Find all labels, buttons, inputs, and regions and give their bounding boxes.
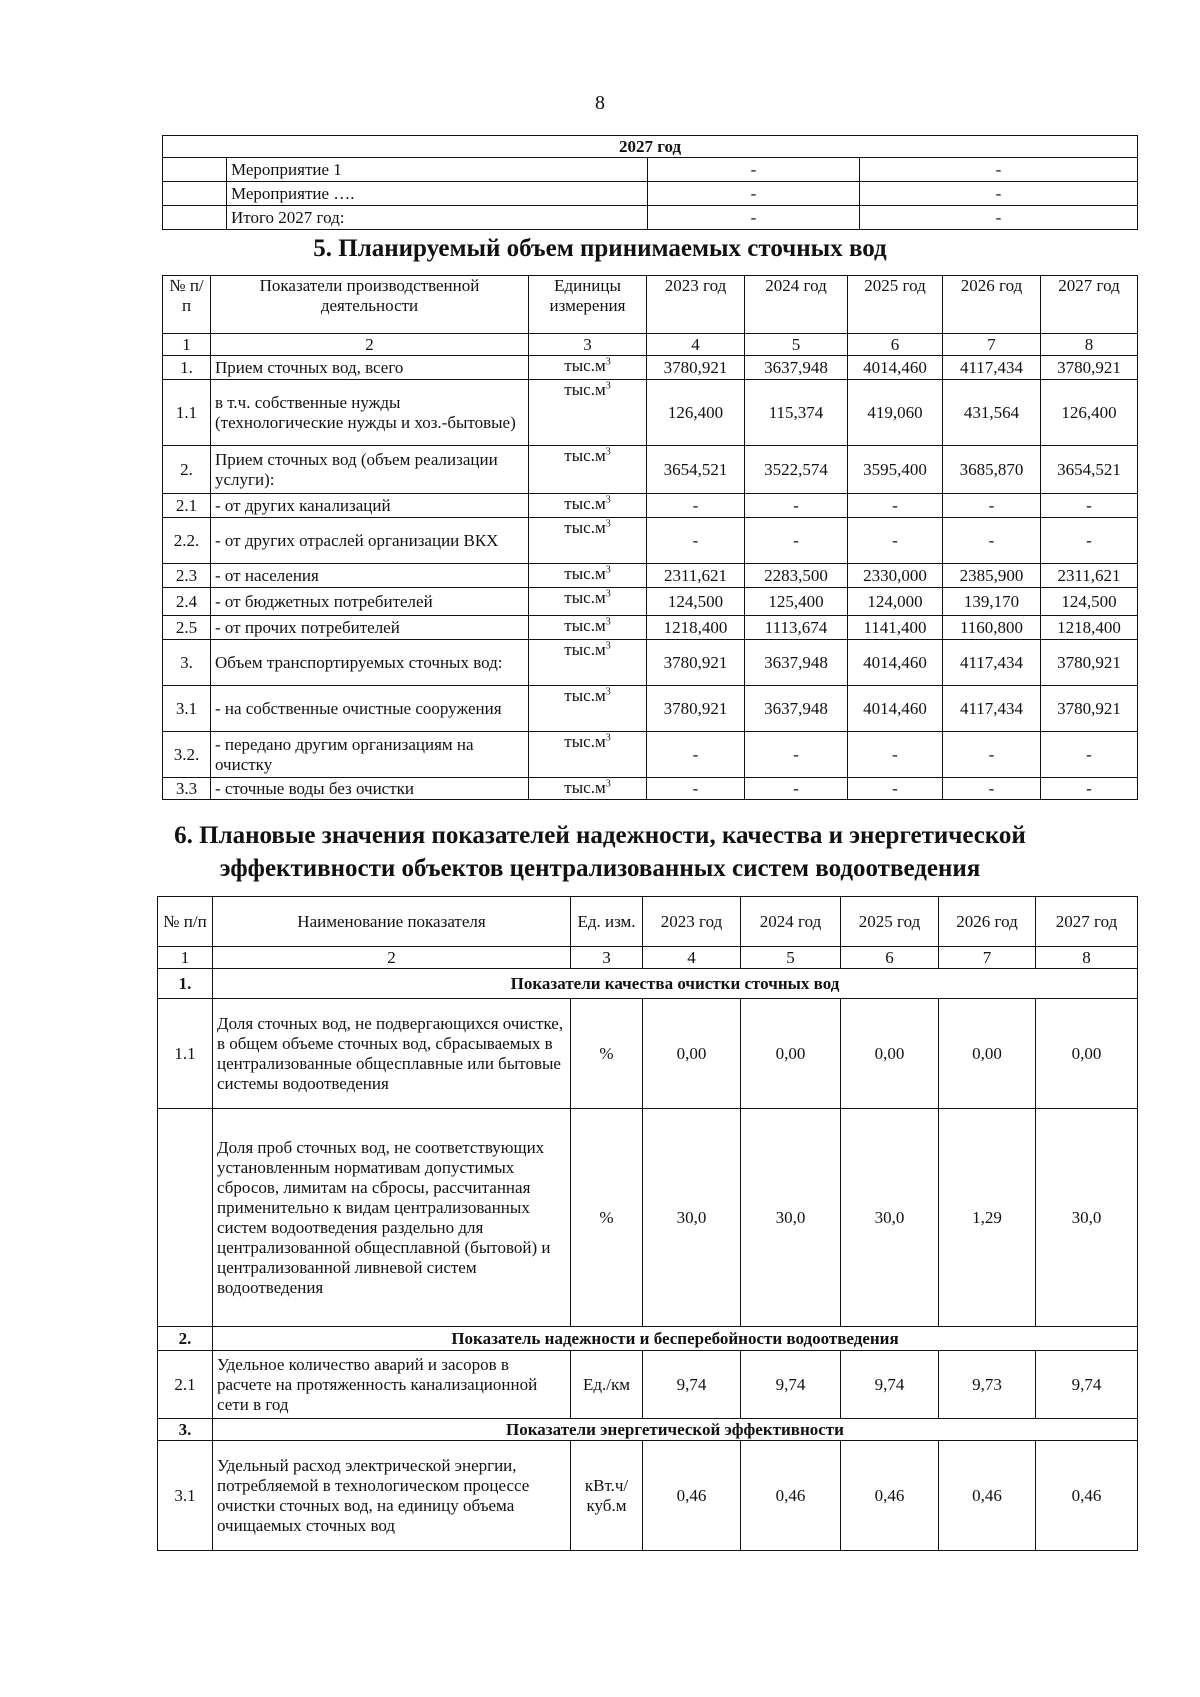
row-name: Объем транспортируемых сточных вод: <box>211 640 529 686</box>
unit-superscript: 3 <box>605 640 611 652</box>
row-value: 115,374 <box>745 380 848 446</box>
unit-text: тыс.м <box>564 778 606 797</box>
row-unit <box>529 564 647 588</box>
unit-superscript: 3 <box>605 446 611 458</box>
row-value: 3780,921 <box>1041 686 1138 732</box>
row-name: Прием сточных вод (объем реализации услуги): <box>211 446 529 494</box>
row-value: - <box>943 494 1041 518</box>
unit-text: тыс.м <box>564 564 606 583</box>
row-name: Доля сточных вод, не подвергающихся очистке, в общем объеме сточных вод, сбрасываемых в централизованные общесплавные или бытовые системы водоотведения <box>213 999 571 1109</box>
row-value: 126,400 <box>647 380 745 446</box>
row-value: 126,400 <box>1041 380 1138 446</box>
row-value: 3637,948 <box>745 686 848 732</box>
unit-superscript: 3 <box>605 380 611 392</box>
unit-superscript: 3 <box>605 494 611 506</box>
wastewater-volume-table <box>162 275 1138 800</box>
col-header-name: Наименование показателя <box>213 897 571 947</box>
col-number: 5 <box>745 334 848 356</box>
unit-superscript: 3 <box>605 356 611 368</box>
event-row-value: - <box>860 158 1138 182</box>
row-name: - сточные воды без очистки <box>211 778 529 800</box>
row-value: 1218,400 <box>647 616 745 640</box>
table-row <box>163 446 1138 494</box>
col-number: 7 <box>939 947 1036 969</box>
unit-superscript: 3 <box>605 518 611 530</box>
row-number: 2.1 <box>158 1351 213 1419</box>
row-value: 3522,574 <box>745 446 848 494</box>
row-value: 30,0 <box>643 1109 741 1327</box>
row-value: - <box>943 518 1041 564</box>
row-number <box>158 1109 213 1327</box>
row-value: 4117,434 <box>943 640 1041 686</box>
row-value: 9,74 <box>643 1351 741 1419</box>
table-row <box>163 494 1138 518</box>
row-value: 4014,460 <box>848 356 943 380</box>
unit-superscript: 3 <box>605 564 611 576</box>
row-value: 3780,921 <box>1041 640 1138 686</box>
row-number: 2.5 <box>163 616 211 640</box>
col-number: 2 <box>211 334 529 356</box>
unit-text: тыс.м <box>564 686 606 705</box>
row-value: - <box>647 494 745 518</box>
row-name: - передано другим организациям на очистку <box>211 732 529 778</box>
row-value: 9,73 <box>939 1351 1036 1419</box>
section-6-title-line-2: эффективности объектов централизованных систем водоотведения <box>219 855 981 882</box>
event-row-value: - <box>648 158 860 182</box>
row-value: 124,000 <box>848 588 943 616</box>
col-number: 3 <box>529 334 647 356</box>
col-header-year: 2026 год <box>939 897 1036 947</box>
row-value: - <box>745 732 848 778</box>
row-name: - от других канализаций <box>211 494 529 518</box>
col-header-year: 2024 год <box>741 897 841 947</box>
group-row <box>158 969 1138 999</box>
group-row <box>158 1419 1138 1441</box>
unit-superscript: 3 <box>605 616 611 628</box>
row-value: 3780,921 <box>647 356 745 380</box>
page-number: 8 <box>595 92 605 114</box>
row-number: 2.1 <box>163 494 211 518</box>
unit-text: тыс.м <box>564 518 606 537</box>
event-row-value: - <box>860 182 1138 206</box>
row-value: 3637,948 <box>745 640 848 686</box>
col-number: 8 <box>1036 947 1138 969</box>
col-number: 5 <box>741 947 841 969</box>
row-value: 3685,870 <box>943 446 1041 494</box>
row-name: - от бюджетных потребителей <box>211 588 529 616</box>
row-number: 2. <box>163 446 211 494</box>
row-value: 419,060 <box>848 380 943 446</box>
col-header-year: 2024 год <box>745 276 848 334</box>
row-value: 4117,434 <box>943 356 1041 380</box>
col-header-year: 2023 год <box>647 276 745 334</box>
row-unit <box>529 640 647 686</box>
unit-text: тыс.м <box>564 588 606 607</box>
row-value: 0,46 <box>643 1441 741 1551</box>
row-value: 3637,948 <box>745 356 848 380</box>
col-number: 3 <box>571 947 643 969</box>
table-row <box>163 616 1138 640</box>
row-value: 1113,674 <box>745 616 848 640</box>
row-name: Прием сточных вод, всего <box>211 356 529 380</box>
row-unit <box>529 494 647 518</box>
row-name: в т.ч. собственные нужды (технологические нужды и хоз.-бытовые) <box>211 380 529 446</box>
row-value: - <box>647 732 745 778</box>
group-row <box>158 1327 1138 1351</box>
row-unit <box>529 380 647 446</box>
row-value: 0,46 <box>939 1441 1036 1551</box>
row-value: 124,500 <box>647 588 745 616</box>
row-value: 2311,621 <box>647 564 745 588</box>
row-number: 1. <box>163 356 211 380</box>
row-value: 2385,900 <box>943 564 1041 588</box>
row-number: 2.3 <box>163 564 211 588</box>
row-value: 1218,400 <box>1041 616 1138 640</box>
col-header-unit: Единицы измерения <box>529 276 647 334</box>
group-number: 3. <box>158 1419 213 1441</box>
row-number: 2.4 <box>163 588 211 616</box>
row-unit: Ед./км <box>571 1351 643 1419</box>
col-header-year: 2027 год <box>1041 276 1138 334</box>
col-header-year: 2025 год <box>848 276 943 334</box>
row-value: 124,500 <box>1041 588 1138 616</box>
unit-text: тыс.м <box>564 616 606 635</box>
row-number: 2.2. <box>163 518 211 564</box>
row-value: 0,00 <box>841 999 939 1109</box>
row-value: 4014,460 <box>848 640 943 686</box>
row-value: 0,00 <box>939 999 1036 1109</box>
row-value: - <box>647 518 745 564</box>
row-value: 30,0 <box>741 1109 841 1327</box>
row-value: 4014,460 <box>848 686 943 732</box>
row-value: 431,564 <box>943 380 1041 446</box>
row-value: - <box>848 778 943 800</box>
table-row <box>163 640 1138 686</box>
unit-text: тыс.м <box>564 446 606 465</box>
row-value: 30,0 <box>1036 1109 1138 1327</box>
row-name: Удельное количество аварий и засоров в расчете на протяженность канализационной сети в год <box>213 1351 571 1419</box>
unit-text: тыс.м <box>564 640 606 659</box>
row-value: - <box>943 732 1041 778</box>
table-row <box>163 778 1138 800</box>
col-header-year: 2025 год <box>841 897 939 947</box>
row-name: Удельный расход электрической энергии, потребляемой в технологическом процессе очистки сточных вод, на единицу объема очищаемых сточных вод <box>213 1441 571 1551</box>
event-row-name: Итого 2027 год: <box>227 206 648 230</box>
event-row-name: Мероприятие …. <box>227 182 648 206</box>
row-name: Доля проб сточных вод, не соответствующих установленным нормативам допустимых сбросов, лимитам на сбросы, рассчитанная применительно к видам централизованных систем водоотведения раздельно для централизованной общесплавной (бытовой) и централизованной ливневой систем водоотведения <box>213 1109 571 1327</box>
event-row-value: - <box>860 206 1138 230</box>
row-value: 0,46 <box>741 1441 841 1551</box>
row-value: - <box>745 494 848 518</box>
row-value: 3780,921 <box>647 686 745 732</box>
row-unit <box>529 778 647 800</box>
row-name: - от прочих потребителей <box>211 616 529 640</box>
row-value: 3654,521 <box>647 446 745 494</box>
col-header-year: 2027 год <box>1036 897 1138 947</box>
group-title: Показатели качества очистки сточных вод <box>213 969 1138 999</box>
row-value: 0,00 <box>741 999 841 1109</box>
col-number: 7 <box>943 334 1041 356</box>
section-5-title: 5. Планируемый объем принимаемых сточных вод <box>313 235 887 262</box>
unit-superscript: 3 <box>605 732 611 744</box>
col-header-name: Показатели производственной деятельности <box>211 276 529 334</box>
row-name: - на собственные очистные сооружения <box>211 686 529 732</box>
col-number: 8 <box>1041 334 1138 356</box>
row-number: 3.3 <box>163 778 211 800</box>
row-number: 3. <box>163 640 211 686</box>
indicators-table <box>157 896 1138 1551</box>
event-row-value: - <box>648 182 860 206</box>
row-value: 0,46 <box>841 1441 939 1551</box>
col-header-num: № п/п <box>158 897 213 947</box>
row-value: - <box>1041 778 1138 800</box>
table-row <box>158 1441 1138 1551</box>
row-value: 2311,621 <box>1041 564 1138 588</box>
row-unit <box>529 518 647 564</box>
row-value: 3780,921 <box>647 640 745 686</box>
unit-text: тыс.м <box>564 356 606 375</box>
row-unit <box>529 616 647 640</box>
event-row-value: - <box>648 206 860 230</box>
row-number: 3.1 <box>158 1441 213 1551</box>
table-row <box>158 1109 1138 1327</box>
col-number: 1 <box>158 947 213 969</box>
col-number: 2 <box>213 947 571 969</box>
row-value: - <box>745 778 848 800</box>
row-number: 1.1 <box>158 999 213 1109</box>
row-value: 1141,400 <box>848 616 943 640</box>
col-number: 6 <box>841 947 939 969</box>
unit-text: тыс.м <box>564 380 606 399</box>
table-row <box>163 732 1138 778</box>
row-unit: % <box>571 999 643 1109</box>
group-number: 2. <box>158 1327 213 1351</box>
row-value: - <box>1041 518 1138 564</box>
row-value: 3780,921 <box>1041 356 1138 380</box>
col-number: 1 <box>163 334 211 356</box>
row-value: 1160,800 <box>943 616 1041 640</box>
row-unit <box>529 588 647 616</box>
row-name: - от населения <box>211 564 529 588</box>
row-value: 3595,400 <box>848 446 943 494</box>
row-value: 2283,500 <box>745 564 848 588</box>
row-value: - <box>1041 732 1138 778</box>
unit-text: тыс.м <box>564 494 606 513</box>
row-value: - <box>1041 494 1138 518</box>
unit-superscript: 3 <box>605 778 611 790</box>
table-row <box>163 518 1138 564</box>
row-value: - <box>647 778 745 800</box>
col-number: 4 <box>647 334 745 356</box>
row-number: 3.1 <box>163 686 211 732</box>
row-value: 0,00 <box>643 999 741 1109</box>
row-value: - <box>848 494 943 518</box>
row-value: - <box>848 732 943 778</box>
row-value: 125,400 <box>745 588 848 616</box>
row-name: - от других отраслей организации ВКХ <box>211 518 529 564</box>
col-number: 6 <box>848 334 943 356</box>
row-unit: кВт.ч/куб.м <box>571 1441 643 1551</box>
row-unit <box>529 356 647 380</box>
row-value: 1,29 <box>939 1109 1036 1327</box>
unit-superscript: 3 <box>605 686 611 698</box>
table-row <box>163 380 1138 446</box>
group-title: Показатель надежности и бесперебойности водоотведения <box>213 1327 1138 1351</box>
row-number: 1.1 <box>163 380 211 446</box>
col-header-year: 2026 год <box>943 276 1041 334</box>
unit-superscript: 3 <box>605 588 611 600</box>
events-2027-table <box>162 135 1138 230</box>
unit-text: тыс.м <box>564 732 606 751</box>
row-number: 3.2. <box>163 732 211 778</box>
table-row <box>163 564 1138 588</box>
table-row <box>163 588 1138 616</box>
row-value: 4117,434 <box>943 686 1041 732</box>
event-row-name: Мероприятие 1 <box>227 158 648 182</box>
row-value: 0,00 <box>1036 999 1138 1109</box>
row-unit <box>529 686 647 732</box>
row-unit <box>529 446 647 494</box>
row-value: 30,0 <box>841 1109 939 1327</box>
col-header-num: № п/п <box>163 276 211 334</box>
row-unit: % <box>571 1109 643 1327</box>
group-title: Показатели энергетической эффективности <box>213 1419 1138 1441</box>
section-6-title-line-1: 6. Плановые значения показателей надежности, качества и энергетической <box>174 822 1026 849</box>
group-number: 1. <box>158 969 213 999</box>
table-row <box>158 999 1138 1109</box>
table-row <box>158 1351 1138 1419</box>
row-value: 9,74 <box>841 1351 939 1419</box>
row-value: - <box>745 518 848 564</box>
row-unit <box>529 732 647 778</box>
row-value: 2330,000 <box>848 564 943 588</box>
col-header-year: 2023 год <box>643 897 741 947</box>
col-number: 4 <box>643 947 741 969</box>
row-value: 9,74 <box>1036 1351 1138 1419</box>
table-row <box>163 356 1138 380</box>
year-2027-header: 2027 год <box>163 136 1138 158</box>
col-header-unit: Ед. изм. <box>571 897 643 947</box>
row-value: 139,170 <box>943 588 1041 616</box>
row-value: 3654,521 <box>1041 446 1138 494</box>
row-value: - <box>943 778 1041 800</box>
row-value: - <box>848 518 943 564</box>
row-value: 0,46 <box>1036 1441 1138 1551</box>
table-row <box>163 686 1138 732</box>
row-value: 9,74 <box>741 1351 841 1419</box>
